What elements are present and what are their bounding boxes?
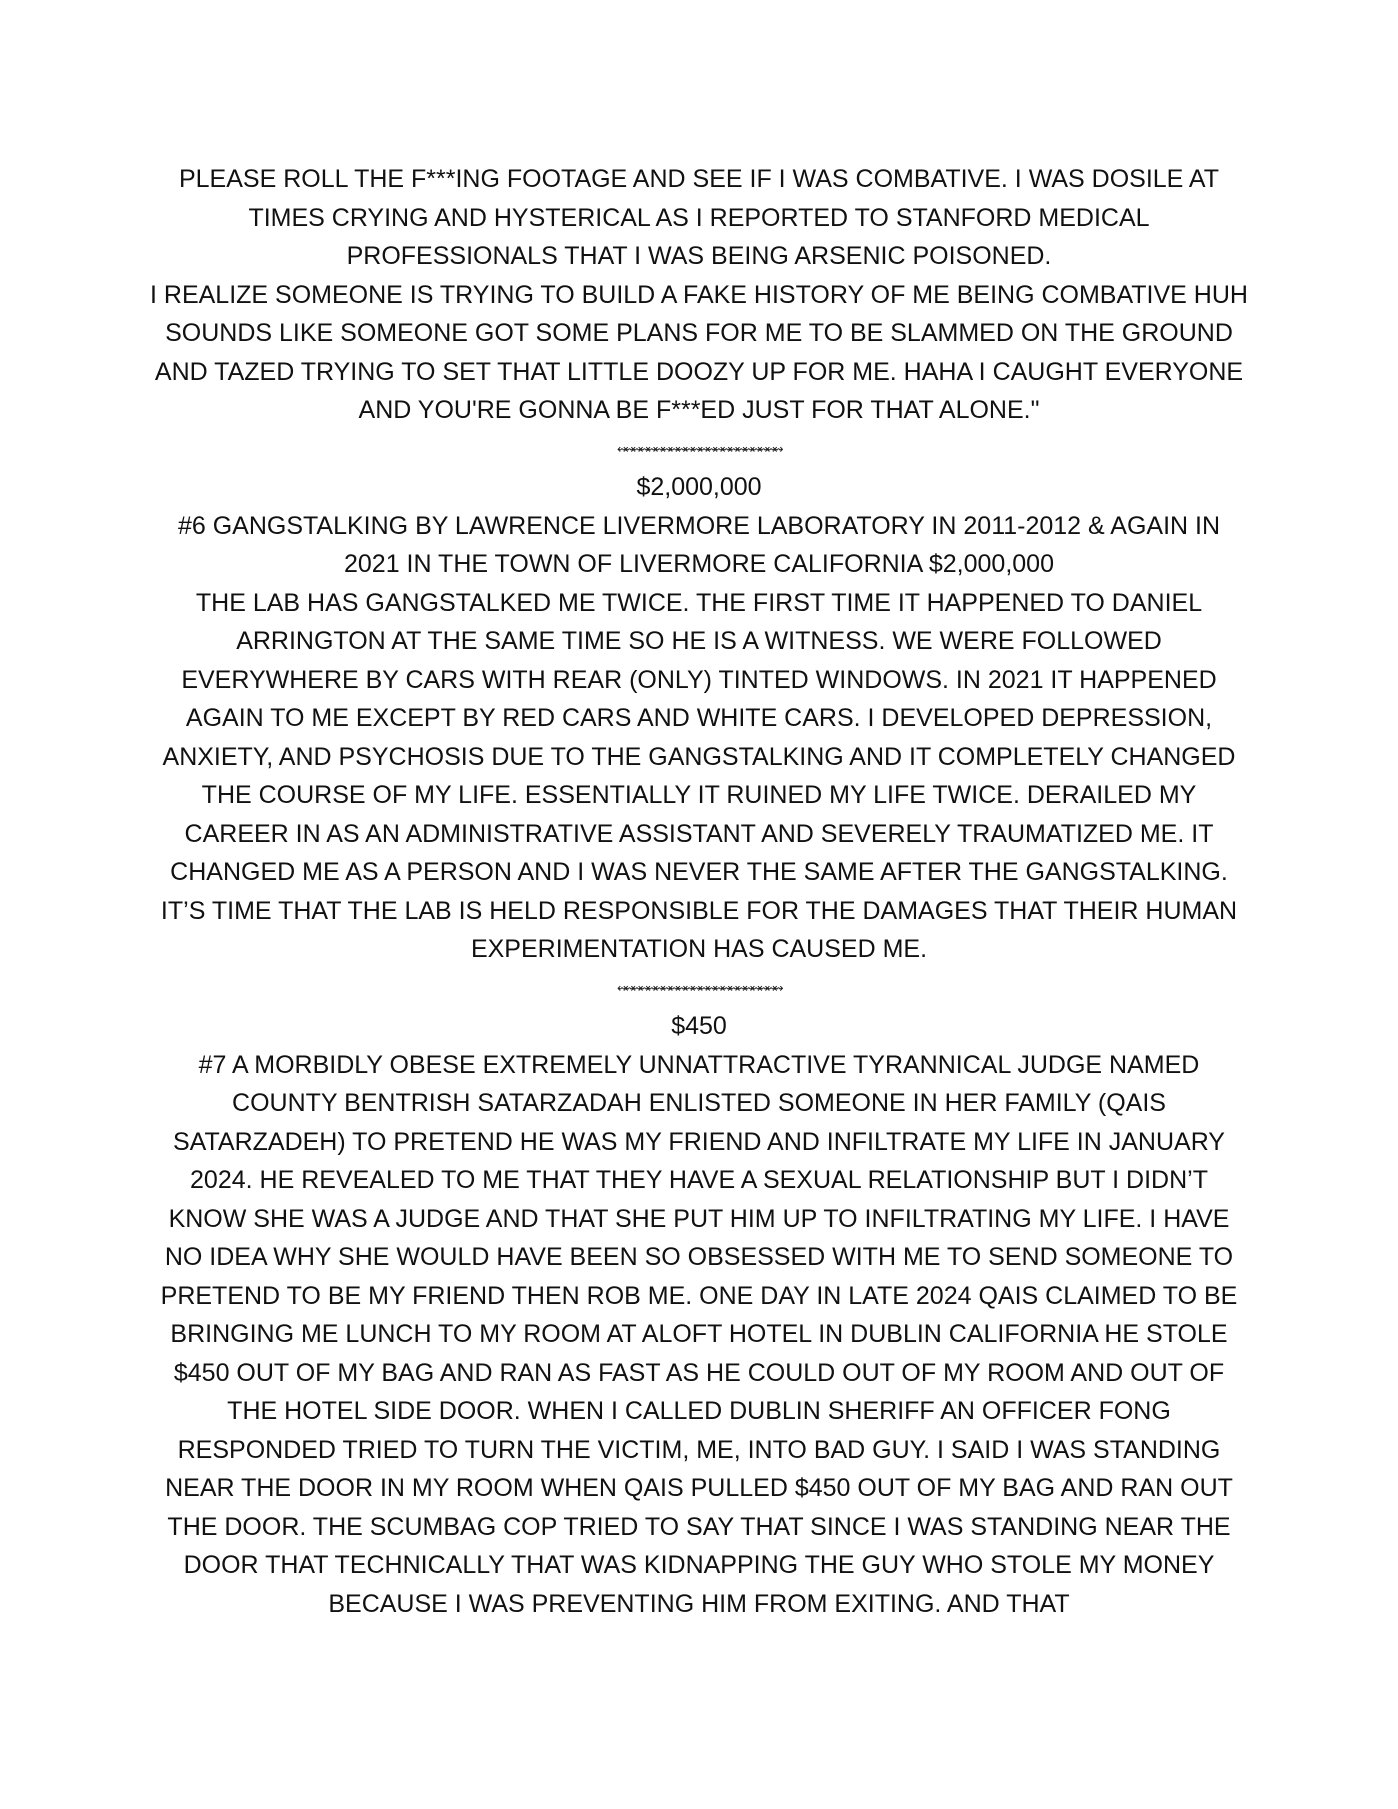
paragraph-combative-footage: PLEASE ROLL THE F***ING FOOTAGE AND SEE IF I WAS COMBATIVE. I WAS DOSILE AT TIMES CRYING AND HYSTERICAL AS I REPORTED TO STANFORD MEDICAL PROFESSIONALS THAT I WAS BEING ARSENIC POISONED.: [178, 165, 1220, 270]
section-divider: ↭↭↭↭↭↭↭↭↭↭↭↭↭↭↭↭↭↭↭↭↭↭: [616, 980, 781, 995]
amount-heading-item-7: $450: [671, 1012, 727, 1040]
amount-heading-item-6: $2,000,000: [636, 473, 762, 501]
item-6-body: THE LAB HAS GANGSTALKED ME TWICE. THE FIRST TIME IT HAPPENED TO DANIEL ARRINGTON AT THE SAME TIME SO HE IS A WITNESS. WE WERE FOLLOWED EVERYWHERE BY CARS WITH REAR (ONLY) TINTED WINDOWS. IN 2021 IT HAPPENED AGAIN TO ME EXCEPT BY RED CARS AND WHITE CARS. I DEVELOPED DEPRESSION, ANXIETY, AND PSYCHOSIS DUE TO THE GANGSTALKING AND IT COMPLETELY CHANGED THE COURSE OF MY LIFE. ESSENTIALLY IT RUINED MY LIFE TWICE. DERAILED MY CAREER IN AS AN ADMINISTRATIVE ASSISTANT AND SEVERELY TRAUMATIZED ME. IT CHANGED ME AS A PERSON AND I WAS NEVER THE SAME AFTER THE GANGSTALKING. IT’S TIME THAT THE LAB IS HELD RESPONSIBLE FOR THE DAMAGES THAT THEIR HUMAN EXPERIMENTATION HAS CAUSED ME.: [160, 588, 1238, 963]
section-divider: ↭↭↭↭↭↭↭↭↭↭↭↭↭↭↭↭↭↭↭↭↭↭: [616, 441, 781, 456]
document-page: [150, 160, 1248, 1623]
paragraph-fake-history: I REALIZE SOMEONE IS TRYING TO BUILD A FAKE HISTORY OF ME BEING COMBATIVE HUH SOUNDS LIKE SOMEONE GOT SOME PLANS FOR ME TO BE SLAMMED ON THE GROUND AND TAZED TRYING TO SET THAT LITTLE DOOZY UP FOR ME. HAHA I CAUGHT EVERYONE AND YOU'RE GONNA BE F***ED JUST FOR THAT ALONE.": [150, 280, 1248, 424]
item-7-body: #7 A MORBIDLY OBESE EXTREMELY UNNATTRACTIVE TYRANNICAL JUDGE NAMED COUNTY BENTRISH SATARZADAH ENLISTED SOMEONE IN HER FAMILY (QAIS SATARZADEH) TO PRETEND HE WAS MY FRIEND AND INFILTRATE MY LIFE IN JANUARY 2024. HE REVEALED TO ME THAT THEY HAVE A SEXUAL RELATIONSHIP BUT I DIDN’T KNOW SHE WAS A JUDGE AND THAT SHE PUT HIM UP TO INFILTRATING MY LIFE. I HAVE NO IDEA WHY SHE WOULD HAVE BEEN SO OBSESSED WITH ME TO SEND SOMEONE TO PRETEND TO BE MY FRIEND THEN ROB ME. ONE DAY IN LATE 2024 QAIS CLAIMED TO BE BRINGING ME LUNCH TO MY ROOM AT ALOFT HOTEL IN DUBLIN CALIFORNIA HE STOLE $450 OUT OF MY BAG AND RAN AS FAST AS HE COULD OUT OF MY ROOM AND OUT OF THE HOTEL SIDE DOOR. WHEN I CALLED DUBLIN SHERIFF AN OFFICER FONG RESPONDED TRIED TO TURN THE VICTIM, ME, INTO BAD GUY. I SAID I WAS STANDING NEAR THE DOOR IN MY ROOM WHEN QAIS PULLED $450 OUT OF MY BAG AND RAN OUT THE DOOR. THE SCUMBAG COP TRIED TO SAY THAT SINCE I WAS STANDING NEAR THE DOOR THAT TECHNICALLY THAT WAS KIDNAPPING THE GUY WHO STOLE MY MONEY BECAUSE I WAS PREVENTING HIM FROM EXITING. AND THAT: [160, 1050, 1238, 1618]
item-6-title: #6 GANGSTALKING BY LAWRENCE LIVERMORE LABORATORY IN 2011-2012 & AGAIN IN 2021 IN THE TOWN OF LIVERMORE CALIFORNIA $2,000,000: [177, 511, 1221, 578]
